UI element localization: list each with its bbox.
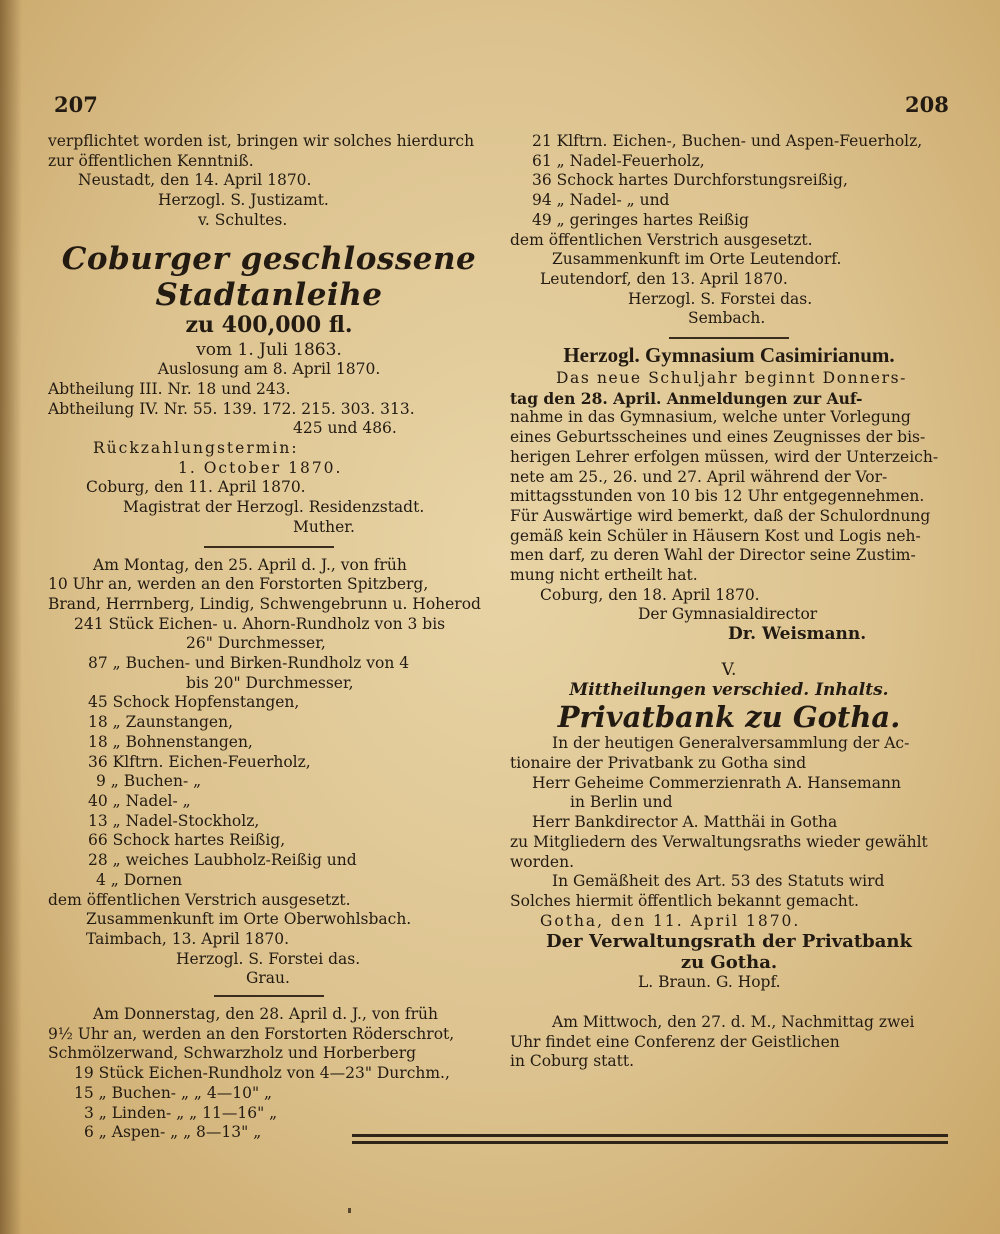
list-item: 87 „ Buchen- und Birken-Rundholz von 4 <box>88 654 410 673</box>
list-item: bis 20" Durchmesser, <box>186 673 354 692</box>
list-item: 13 „ Nadel-Stockholz, <box>88 811 260 830</box>
right-column <box>510 132 948 1072</box>
place-date: Neustadt, den 14. April 1870. <box>78 171 312 190</box>
list-item: 3 „ Linden- „ „ 11—16" „ <box>84 1103 278 1122</box>
stadtanleihe-date: vom 1. Juli 1863. <box>196 340 342 360</box>
signature: v. Schultes. <box>198 210 288 229</box>
separator <box>214 995 324 997</box>
board-names: L. Braun. G. Hopf. <box>638 973 781 992</box>
text-line: Solches hiermit öffentlich bekannt gemacht. <box>510 891 859 910</box>
text-line: Herr Bankdirector A. Matthäi in Gotha <box>532 813 838 832</box>
text-line: dem öffentlichen Verstrich ausgesetzt. <box>48 890 351 909</box>
stadtanleihe-notice <box>48 241 490 538</box>
meeting: Zusammenkunft im Orte Oberwohlsbach. <box>86 910 412 929</box>
authority: Herzogl. S. Forstei das. <box>628 289 813 308</box>
text-line: Herr Geheime Commerzienrath A. Hansemann <box>532 773 901 792</box>
signature: Sembach. <box>688 309 766 328</box>
list-item: 19 Stück Eichen-Rundholz von 4—23" Durchm., <box>74 1064 450 1083</box>
text-line: mung nicht ertheilt hat. <box>510 566 698 585</box>
text-line: nahme in das Gymnasium, welche unter Vorlegung <box>510 408 911 427</box>
list-item: 18 „ Zaunstangen, <box>88 713 233 732</box>
separator <box>669 337 789 339</box>
authority: Der Gymnasialdirector <box>638 605 818 624</box>
text-line: 10 Uhr an, werden an den Forstorten Spitzberg, <box>48 575 429 594</box>
board-title: Der Verwaltungsrath der Privatbank <box>546 931 912 953</box>
stadtanleihe-section-4-cont: 425 und 486. <box>293 419 397 438</box>
stadtanleihe-amount: zu 400,000 fl. <box>185 311 353 338</box>
gymnasium-title: Herzogl. Gymnasium Casimirianum. <box>563 343 895 368</box>
end-rule <box>352 1134 948 1144</box>
text-line: in Coburg statt. <box>510 1052 635 1071</box>
meeting: Zusammenkunft im Orte Leutendorf. <box>552 250 842 269</box>
section-title: Mittheilungen verschied. Inhalts. <box>569 679 889 700</box>
list-item: 36 Schock hartes Durchforstungsreißig, <box>532 171 848 190</box>
separator <box>204 546 334 548</box>
text-line: tionaire der Privatbank zu Gotha sind <box>510 753 807 772</box>
place-date: Leutendorf, den 13. April 1870. <box>540 269 788 288</box>
stadtanleihe-section-4: Abtheilung IV. Nr. 55. 139. 172. 215. 303. 313. <box>48 399 415 418</box>
text-line: In der heutigen Generalversammlung der Ac- <box>552 734 910 753</box>
list-item: 45 Schock Hopfenstangen, <box>88 693 300 712</box>
left-column <box>48 132 490 1143</box>
text-line: eines Geburtsscheines und eines Zeugnisses der bis- <box>510 428 926 447</box>
list-item: 18 „ Bohnenstangen, <box>88 732 253 751</box>
list-item: 94 „ Nadel- „ und <box>532 191 670 210</box>
board-title-cont: zu Gotha. <box>680 952 778 974</box>
stadtanleihe-section-3: Abtheilung III. Nr. 18 und 243. <box>48 379 291 398</box>
text-line: verpflichtet worden ist, bringen wir solches hierdurch <box>48 132 475 150</box>
text-line: worden. <box>510 852 575 871</box>
text-line: In Gemäßheit des Art. 53 des Statuts wird <box>552 872 885 891</box>
authority: Herzogl. S. Forstei das. <box>176 949 361 968</box>
list-item: 9 „ Buchen- „ <box>96 772 202 791</box>
place-date: Coburg, den 11. April 1870. <box>86 478 306 497</box>
authority: Herzogl. S. Justizamt. <box>158 191 329 210</box>
conference-notice <box>510 1013 948 1072</box>
list-item: 26" Durchmesser, <box>186 634 326 653</box>
section-v <box>510 661 948 993</box>
list-item: 66 Schock hartes Reißig, <box>88 831 286 850</box>
text-line: Schmölzerwand, Schwarzholz und Horberberg <box>48 1044 417 1063</box>
text-line: men darf, zu deren Wahl der Director seine Zustim- <box>510 546 916 565</box>
text-line: Am Mittwoch, den 27. d. M., Nachmittag zwei <box>552 1013 915 1032</box>
text-line: herigen Lehrer erfolgen müssen, wird der Unterzeich- <box>510 447 939 466</box>
auction-notice-1 <box>48 556 490 989</box>
text-line: dem öffentlichen Verstrich ausgesetzt. <box>510 230 813 249</box>
gymnasium-notice <box>510 341 948 645</box>
justizamt-notice <box>48 132 490 231</box>
repay-date: 1. October 1870. <box>178 458 343 477</box>
text-line: Brand, Herrnberg, Lindig, Schwengebrunn u. Hoherod <box>48 594 481 613</box>
page-number-right: 208 <box>905 92 949 117</box>
place-date: Taimbach, 13. April 1870. <box>86 929 290 948</box>
text-line: gemäß kein Schüler in Häusern Kost und Logis neh- <box>510 526 921 545</box>
auction-notice-2-continued <box>510 132 948 329</box>
ink-speck <box>348 1208 351 1213</box>
section-number: V. <box>721 659 737 680</box>
list-item: 241 Stück Eichen- u. Ahorn-Rundholz von 3 bis <box>74 614 446 633</box>
text-line: Am Donnerstag, den 28. April d. J., von früh <box>93 1005 438 1024</box>
page-number-left: 207 <box>54 92 98 117</box>
signature: Muther. <box>293 517 355 536</box>
text-line: tag den 28. April. Anmeldungen zur Auf- <box>510 388 863 408</box>
text-line: Am Montag, den 25. April d. J., von früh <box>93 555 407 574</box>
stadtanleihe-title: Coburger geschlossene Stadtanleihe <box>61 240 477 313</box>
list-item: 28 „ weiches Laubholz-Reißig und <box>88 851 357 870</box>
place-date: Gotha, den 11. April 1870. <box>540 911 801 930</box>
list-item: 36 Klftrn. Eichen-Feuerholz, <box>88 752 311 771</box>
page-edge-shadow <box>0 0 22 1234</box>
repay-label: Rückzahlungstermin: <box>93 439 299 458</box>
text-line: zur öffentlichen Kenntniß. <box>48 151 254 170</box>
auction-notice-2 <box>48 1005 490 1143</box>
list-item: 21 Klftrn. Eichen-, Buchen- und Aspen-Feuerholz, <box>532 132 923 150</box>
text-line: 9½ Uhr an, werden an den Forstorten Röderschrot, <box>48 1024 455 1043</box>
authority: Magistrat der Herzogl. Residenzstadt. <box>123 498 425 517</box>
place-date: Coburg, den 18. April 1870. <box>540 585 760 604</box>
list-item: 15 „ Buchen- „ „ 4—10" „ <box>74 1083 273 1102</box>
list-item: 6 „ Aspen- „ „ 8—13" „ <box>84 1123 262 1142</box>
bank-title: Privatbank zu Gotha. <box>557 700 901 735</box>
text-line: Für Auswärtige wird bemerkt, daß der Schulordnung <box>510 506 931 525</box>
list-item: 49 „ geringes hartes Reißig <box>532 210 749 229</box>
text-line: zu Mitgliedern des Verwaltungsraths wieder gewählt <box>510 832 928 851</box>
text-line: Uhr findet eine Conferenz der Geistlichen <box>510 1032 840 1051</box>
stadtanleihe-drawing: Auslosung am 8. April 1870. <box>157 360 381 379</box>
text-line: nete am 25., 26. und 27. April während der Vor- <box>510 467 888 486</box>
signature: Dr. Weismann. <box>728 625 867 645</box>
text-line: in Berlin und <box>570 793 673 812</box>
list-item: 4 „ Dornen <box>96 870 183 889</box>
text-line: Das neue Schuljahr beginnt Donners- <box>556 369 907 388</box>
text-line: mittagsstunden von 10 bis 12 Uhr entgegennehmen. <box>510 487 925 506</box>
list-item: 40 „ Nadel- „ <box>88 791 191 810</box>
list-item: 61 „ Nadel-Feuerholz, <box>532 151 705 170</box>
signature: Grau. <box>246 969 290 988</box>
